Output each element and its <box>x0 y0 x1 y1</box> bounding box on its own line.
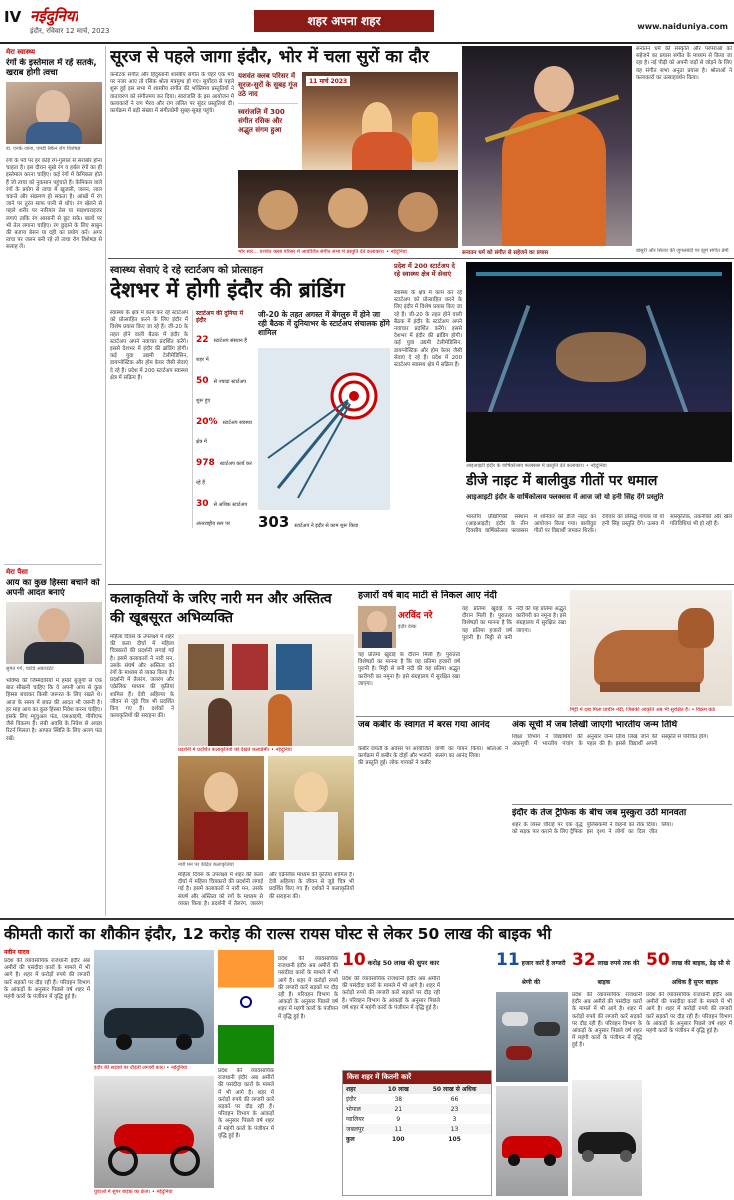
fact-label: लाख की बाइक, डेढ़ सौ से अधिक हैं सुपर बाइक <box>671 960 730 986</box>
column-headline: रंगों के इस्तेमाल में रहें सतर्क, खराब होगी त्वचा <box>6 58 97 78</box>
table-cell: इंदौर <box>346 1096 357 1103</box>
author-photo <box>6 82 102 144</box>
brand-logo: नईदुनिया <box>30 7 79 25</box>
state-body: स्वास्थ्य के क्षेत्र में काम कर रहे स्टार्टअप को प्रोत्साहित करने के लिए इंदौर में विशेष प्रयास किए जा रहे हैं। जी-20 के तहत होने वाली बैठक में इंदौर के स्टार्टअप अपने नवाचार प्रदर्शित करेंगे। इससे देशभर में इंदौर की ब्रांडिंग होगी। कई युवा उद्यमी टेलीमेडिसिन, डायग्नोस्टिक और होम केयर जैसी सेवाएं दे रहे हैं। प्रदेश में 200 स्टार्टअप स्वास्थ्य क्षेत्र में सक्रिय हैं। <box>394 290 462 369</box>
heritage-body-2: यह प्रतिमा खुदाई के दौरान मिली है। पुरातत्व विशेषज्ञों का मानना है कि यह प्रतिमा हजारों वर्ष पुरानी है। मिट्टी से बनी नंदी की यह प्रतिमा अद्भुत कारीगरी का नमूना है। इसे संग्रहालय में सुरक्षित रखा जाएगा। <box>358 652 460 687</box>
heritage-headline: हजारों वर्ष बाद माटी से निकल आए नंदी <box>358 590 497 601</box>
stat-label: से अधिक स्टार्टअप अंतरराष्ट्रीय स्तर पर <box>196 502 248 527</box>
stat-row <box>196 409 254 447</box>
table-cell: 105 <box>448 1135 461 1143</box>
dj-night-photo <box>466 262 732 462</box>
dj-photo-caption: आइआइटी इंदौर के वार्षिकोत्सव फ्लक्सस में प्रस्तुति देते कलाकार। • नईदुनिया <box>466 463 607 469</box>
website[interactable]: www.naiduniya.com <box>637 22 728 31</box>
column2-byline: सुमंत गर्ग, चार्टर्ड अकाउंटेंट <box>6 666 54 672</box>
table-cell: कुल <box>346 1136 355 1143</box>
fact-2 <box>496 950 568 990</box>
big-stat-label: स्टार्टअप ने इंदौर से काम शुरू किया <box>294 523 359 528</box>
luxury-car-photo <box>94 950 214 1064</box>
table-cell: 3 <box>452 1115 457 1123</box>
bike-caption: युवाओं में सुपर बाइक का क्रेज। • नईदुनिया <box>94 1189 173 1195</box>
cars-body-2: प्रदेश की व्यावसायिक राजधानी इंदौर अब अमीरों की पसंदीदा कारों के मामले में भी आगे है। शहर में करोड़ों रुपये की लग्जरी कारें सड़कों पर दौड़ रही हैं। परिवहन विभाग के आंकड़ों के अनुसार पिछले वर्ष शहर में महंगी कारों के पंजीयन में वृद्धि हुई है। <box>218 1068 274 1139</box>
sports-car-photo <box>572 1080 642 1196</box>
table-cell: 23 <box>450 1105 459 1113</box>
startup-headline: देशभर में होगी इंदौर की ब्रांडिंग <box>110 278 345 302</box>
reporter-photo <box>358 606 396 648</box>
stat-value: 22 <box>196 335 209 345</box>
stat-label: से ज्यादा स्टार्टअप शुरू हुए <box>196 379 247 404</box>
fact-value: 11 <box>496 950 520 970</box>
column2-body: भविष्य की जिम्मेदारियों में हमारे बुजुर्गों से एक बात सीखनी चाहिए कि वे अपनी आय से कुछ हिस्सा बचाकर किसी जरूरत के लिए रखते थे। आज के समय में बचत की आदत भी जरूरी है। हर माह आय का कुछ हिस्सा निवेश करना चाहिए। इसके लिए म्यूचुअल फंड, एसआइपी, पीपीएफ जैसे विकल्प हैं। लंबी अवधि के निवेश से अच्छा रिटर्न मिलता है। आपात स्थिति के लिए अलग फंड रखें। <box>6 678 102 742</box>
table-cell: भोपाल <box>346 1106 361 1113</box>
sidebar-photo-caption: बांसुरी और सितार की जुगलबंदी पर झूमे संगीत प्रेमी <box>636 248 729 254</box>
painting-ahilya-photo <box>268 756 354 860</box>
startup-body: स्वास्थ्य के क्षेत्र में काम कर रहे स्टार्टअप को प्रोत्साहित करने के लिए इंदौर में विशेष प्रयास किए जा रहे हैं। जी-20 के तहत होने वाली बैठक में इंदौर के स्टार्टअप अपने नवाचार प्रदर्शित करेंगे। इससे देशभर में इंदौर की ब्रांडिंग होगी। कई युवा उद्यमी टेलीमेडिसिन, डायग्नोस्टिक और होम केयर जैसी सेवाएं दे रहे हैं। प्रदेश में 200 स्टार्टअप स्वास्थ्य क्षेत्र में सक्रिय हैं। <box>110 310 188 381</box>
stat-value: 978 <box>196 458 215 468</box>
fact-4 <box>646 950 732 990</box>
top-story-body: कर्नाटक संगीत और हिंदुस्तानी शास्त्रीय संगीत के चेहरे एक मंच पर नजर आए तो रसिक श्रोता मंत्रमुग्ध हो गए। सूर्योदय से पहले शुरू हुई इस सभा में शास्त्रीय संगीत की भक्तिमय प्रस्तुतियों ने वातावरण को संगीतमय कर दिया। स्वरांजलि के इस आयोजन में कलाकारों ने राग भैरव और राग ललित पर सुंदर प्रस्तुतियां दीं। कार्यक्रम में बड़ी संख्या में संगीतप्रेमी सुबह-सुबह पहुंचे। <box>110 72 234 115</box>
fact-value: 32 <box>572 950 596 970</box>
side-note-line1: यशवंत क्लब परिसर में सूरज-सुरों के सुबह गूंज उठे नाद <box>238 72 298 98</box>
painting-caption: नारी मन पर केंद्रित कलाकृतियां <box>178 862 234 868</box>
fact-3 <box>572 950 642 990</box>
table-header: 10 लाख <box>387 1086 409 1093</box>
superbike-photo <box>94 1076 214 1188</box>
flute-player-photo <box>462 46 632 246</box>
heritage-author-desk: इंदौर डेस्क <box>398 624 417 630</box>
table-row <box>343 1124 491 1134</box>
cars-byline: नवीन यादव <box>4 949 30 956</box>
target-arrows-graphic <box>258 348 390 510</box>
section-title: शहर अपना शहर <box>307 14 381 28</box>
table-cell: 13 <box>450 1125 459 1133</box>
nandi-caption: मिट्टी में दबा मिला प्राचीन नंदी, जिसकी आकृति अब भी सुरक्षित है। • विक्रम कंठे <box>570 707 716 713</box>
table-header-row <box>343 1084 491 1094</box>
startup-graphic <box>258 348 390 510</box>
kabir-body: कबीर जयंती के अवसर पर आयोजित कार्यक्रम में कबीर के दोहों और भजनों की प्रस्तुति हुई। लोक गायकों ने कबीर वाणी का गायन किया। श्रोताओं ने सत्संग का आनंद लिया। <box>358 746 508 767</box>
fact-label: करोड़ 50 लाख की सुपर कार <box>367 959 440 967</box>
table-row <box>343 1104 491 1114</box>
startup-stats-box <box>192 310 254 528</box>
traffic-body: शहर के व्यस्त चौराहे पर एक वृद्ध को सड़क पार कराने के लिए ट्रैफिक पुलिसकर्मी ने वाहनों को रोक दिया। इस दृश्य ने लोगों का दिल जीत लिया। <box>512 822 673 836</box>
stat-value: 30 <box>196 499 209 509</box>
flag-body: शिक्षा विभाग ने विद्यार्थियों की अंकसूची में भारतीय पंचांग के अनुसार जन्म तिथि लिखे जाने की पहल की है। इससे विद्यार्थी अपनी संस्कृति से परिचित होंगे। <box>512 734 709 748</box>
art-body: महिला दिवस के उपलक्ष्य में शहर की कला दीर्घा में महिला चित्रकारों की प्रदर्शनी लगाई गई है। इसमें कलाकारों ने नारी मन, उसके संघर्ष और अस्तित्व को रंगों के माध्यम से व्यक्त किया है। प्रदर्शनी में तैलरंग, जलरंग और एक्रेलिक माध्यम की कृतियां शामिल हैं। देवी अहिल्या के जीवन से जुड़े चित्र भी प्रदर्शित किए गए हैं। दर्शकों ने कलाकृतियों की सराहना की। <box>110 634 174 720</box>
table-cell: 38 <box>394 1095 403 1103</box>
art-body-continued: महिला दिवस के उपलक्ष्य में शहर की कला दीर्घा में महिला चित्रकारों की प्रदर्शनी लगाई गई है। इसमें कलाकारों ने नारी मन, उसके संघर्ष और अस्तित्व को रंगों के माध्यम से व्यक्त किया है। प्रदर्शनी में तैलरंग, जलरंग और एक्रेलिक माध्यम की कृतियां शामिल हैं। देवी अहिल्या के जीवन से जुड़े चित्र भी प्रदर्शित किए गए हैं। दर्शकों ने कलाकृतियों की सराहना की। <box>178 872 354 907</box>
big-stat-value: 303 <box>258 513 290 528</box>
table-cell: 66 <box>450 1095 459 1103</box>
cars-body-3: प्रदेश की व्यावसायिक राजधानी इंदौर अब अमीरों की पसंदीदा कारों के मामले में भी आगे है। शहर में करोड़ों रुपये की लग्जरी कारें सड़कों पर दौड़ रही हैं। परिवहन विभाग के आंकड़ों के अनुसार पिछले वर्ष शहर में महंगी कारों के पंजीयन में वृद्धि हुई है। <box>278 956 338 1020</box>
left-column <box>2 46 106 916</box>
fact-label: हजार कारें हैं लग्जरी श्रेणी की <box>521 960 566 986</box>
sidebar-body: सनातन धर्म की संस्कृति और परंपराओं को सहेजने का प्रयास संगीत के माध्यम से किया जा रहा है। नई पीढ़ी को अपनी जड़ों से जोड़ने के लिए यह संगीत सभा अनूठा प्रयास है। श्रोताओं ने कलाकारों का उत्साहवर्धन किया। <box>636 46 732 81</box>
concert-caption: भोर स्वर... यशवंत क्लब परिसर में आयोजित संगीत सभा में प्रस्तुति देते कलाकार। • नईदुनिया <box>238 249 407 255</box>
column2-tag: मेरा पैसा <box>6 568 28 576</box>
stat-row <box>196 368 254 406</box>
author2-photo <box>6 602 102 664</box>
column2-headline: आय का कुछ हिस्सा बचाने को अपनी आदत बनाएं <box>6 578 100 598</box>
state-heading: प्रदेश में 200 स्टार्टअप दे रहे स्वास्थ्य क्षेत्र में सेवाएं <box>394 262 455 278</box>
stat-label: स्टार्टअप संस्थान हैं शहर में <box>196 338 247 363</box>
fact-1-body: प्रदेश की व्यावसायिक राजधानी इंदौर अब अमीरों की पसंदीदा कारों के मामले में भी आगे है। शहर में करोड़ों रुपये की लग्जरी कारें सड़कों पर दौड़ रही हैं। परिवहन विभाग के आंकड़ों के अनुसार पिछले वर्ष शहर में महंगी कारों के पंजीयन में वृद्धि हुई है। <box>342 976 440 1011</box>
concert-photo <box>302 72 458 170</box>
side-note-line2: स्वरांजलि में 300 संगीत रसिक और अद्भुत संगम हुआ <box>238 108 285 134</box>
table-cell: ग्वालियर <box>346 1116 365 1123</box>
startup-subhead: जी-20 के तहत अगस्त में बेंगलुरु में होने जा रही बैठक में दुनियाभर के स्टार्टअप संचालक होंगे शामिल <box>258 310 390 337</box>
table-cell: जबलपुर <box>346 1126 364 1133</box>
fact-label: लाख रुपये तक की बाइक <box>597 960 640 986</box>
cars-body: प्रदेश की व्यावसायिक राजधानी इंदौर अब अमीरों की पसंदीदा कारों के मामले में भी आगे है। शहर में करोड़ों रुपये की लग्जरी कारें सड़कों पर दौड़ रही हैं। परिवहन विभाग के आंकड़ों के अनुसार पिछले वर्ष शहर में महंगी कारों के पंजीयन में वृद्धि हुई है। <box>4 958 90 1001</box>
dj-headline: डीजे नाइट में बालीवुड गीतों पर धमाल <box>466 473 658 489</box>
stat-label: स्टार्टअप स्वास्थ्य क्षेत्र में <box>196 420 252 445</box>
cars-headline: कीमती कारों का शौकीन इंदौर, 12 करोड़ की राल्स रायस घोस्ट से लेकर 50 लाख की बाइक भी <box>4 925 552 943</box>
table-title: किस शहर में कितनी कारें <box>343 1071 491 1084</box>
startup-kicker: स्वास्थ्य सेवाएं दे रहे स्टार्टअप को प्रोत्साहन <box>110 265 263 276</box>
stat-row <box>196 327 254 365</box>
table-cell: 11 <box>394 1125 403 1133</box>
art-headline: कलाकृतियों के जरिए नारी मन और अस्तित्व की खूबसूरत अभिव्यक्ति <box>110 591 332 626</box>
column-body: रंगों के पर्व पर हर कोई रंग-गुलाल से सराबोर होना चाहता है। इस दौरान सूखे रंग व हर्बल रंगों का ही इस्तेमाल करना चाहिए। कई रंगों में केमिकल होते हैं जो त्वचा को नुकसान पहुंचाते हैं। केमिकल वाले रंगों के प्रयोग से त्वचा में खुजली, जलन, लाल चकत्ते और संक्रमण हो सकता है। आंखों में रंग जाने पर तुरंत साफ पानी से धोएं। रंग खेलने से पहले शरीर पर नारियल तेल या माइश्चराइजर लगाएं ताकि रंग आसानी से छूट सके। बालों पर भी तेल लगाना चाहिए। रंग छुड़ाने के लिए साबुन की बजाय बेसन या दही का प्रयोग करें। अगर त्वचा पर जलन बनी रहे तो त्वचा रोग विशेषज्ञ से सलाह लें। <box>6 158 102 251</box>
stage-photo <box>238 170 458 248</box>
heritage-body: यह प्रतिमा खुदाई के दौरान मिली है। पुरातत्व विशेषज्ञों का मानना है कि यह प्रतिमा हजारों वर्ष पुरानी है। मिट्टी से बनी नंदी की यह प्रतिमा अद्भुत कारीगरी का नमूना है। इसे संग्रहालय में सुरक्षित रखा जाएगा। <box>462 606 566 641</box>
parked-cars-photo <box>496 992 568 1082</box>
masthead <box>0 0 734 42</box>
stats-heading: स्टार्टअप की दुनिया में इंदौर <box>196 310 244 324</box>
dateline: इंदौर, रविवार 12 मार्च, 2023 <box>30 27 110 35</box>
stat-label: स्टार्टअप कार्य कर रहे हैं <box>196 461 252 486</box>
top-story-headline: सूरज से पहले जागा इंदौर, भोर में चला सुरों का दौर <box>110 47 430 67</box>
table-row <box>343 1114 491 1124</box>
table-header: शहर <box>346 1086 356 1093</box>
flag-headline: अंक सूची में जब लिखी जाएगी भारतीय जन्म तिथि <box>512 720 678 730</box>
table-row <box>343 1134 491 1144</box>
gallery-photo <box>178 634 354 746</box>
table-cell: 100 <box>391 1135 405 1143</box>
column-byline: डा. एनके जाना, एमडी स्किन रोग विशेषज्ञ <box>6 146 81 152</box>
table-cell: 9 <box>396 1115 401 1123</box>
fact-3-body: प्रदेश की व्यावसायिक राजधानी इंदौर अब अमीरों की पसंदीदा कारों के मामले में भी आगे है। शहर में करोड़ों रुपये की लग्जरी कारें सड़कों पर दौड़ रही हैं। परिवहन विभाग के आंकड़ों के अनुसार पिछले वर्ष शहर में महंगी कारों के पंजीयन में वृद्धि हुई है। <box>572 992 642 1049</box>
painting-woman-photo <box>178 756 264 860</box>
nandi-sculpture-photo <box>570 590 732 706</box>
fact-4-body: प्रदेश की व्यावसायिक राजधानी इंदौर अब अमीरों की पसंदीदा कारों के मामले में भी आगे है। शहर में करोड़ों रुपये की लग्जरी कारें सड़कों पर दौड़ रही हैं। परिवहन विभाग के आंकड़ों के अनुसार पिछले वर्ष शहर में महंगी कारों के पंजीयन में वृद्धि हुई है। <box>646 992 732 1035</box>
stat-row <box>196 450 254 488</box>
stats-table <box>342 1070 492 1196</box>
kabir-headline: जब कबीर के स्वागत में बरस गया आनंद <box>358 720 490 730</box>
owner-with-flag-photo <box>218 950 274 1064</box>
fact-value: 10 <box>342 950 366 970</box>
inset-badge: 11 मार्च 2023 <box>306 76 350 86</box>
section-banner <box>254 10 434 32</box>
page-number: IV <box>4 8 22 26</box>
red-car-photo <box>496 1086 568 1196</box>
table-header: 50 लाख से अधिक <box>432 1086 477 1093</box>
stat-row <box>196 491 254 528</box>
dj-subhead: आइआइटी इंदौर के वार्षिकोत्सव फ्लक्सस में आज जो यो हनी सिंह देंगे प्रस्तुति <box>466 493 664 501</box>
gallery-caption: प्रदर्शनी में प्रदर्शित कलाकृतियों को देखते कलाप्रेमी। • नईदुनिया <box>178 747 292 753</box>
stat-value: 50 <box>196 376 209 386</box>
column-tag: मेरा स्वास्थ्य <box>6 48 36 56</box>
cars-table <box>343 1084 491 1144</box>
fact-value: 50 <box>646 950 670 970</box>
dj-body: भारतीय प्रौद्योगिकी संस्थान (आइआइटी) इंदौर के तीन दिवसीय वार्षिकोत्सव फ्लक्सस में शनिवार को डीजे नाइट का आयोजन किया गया। बालीवुड गीतों पर विद्यार्थी जमकर थिरके। रविवार को प्रसिद्ध गायक यो यो हनी सिंह प्रस्तुति देंगे। उत्सव में सांस्कृतिक, तकनीकी और खेल गतिविधियां भी हो रही हैं। <box>466 514 732 535</box>
table-cell: 21 <box>394 1105 403 1113</box>
stat-value: 20% <box>196 417 218 427</box>
car-caption: इंदौर की सड़कों पर दौड़ती लग्जरी कार। • नईदुनिया <box>94 1065 188 1071</box>
sidebar-caption: सनातन धर्म को संगीत से सहेजने का प्रयास <box>462 250 549 256</box>
traffic-headline: इंदौर के तेज ट्रैफिक के बीच जब मुस्कुरा उठी मानवता <box>512 808 687 818</box>
big-stat <box>258 512 390 528</box>
heritage-author: अरविंद नरे <box>398 611 433 621</box>
table-row <box>343 1094 491 1104</box>
